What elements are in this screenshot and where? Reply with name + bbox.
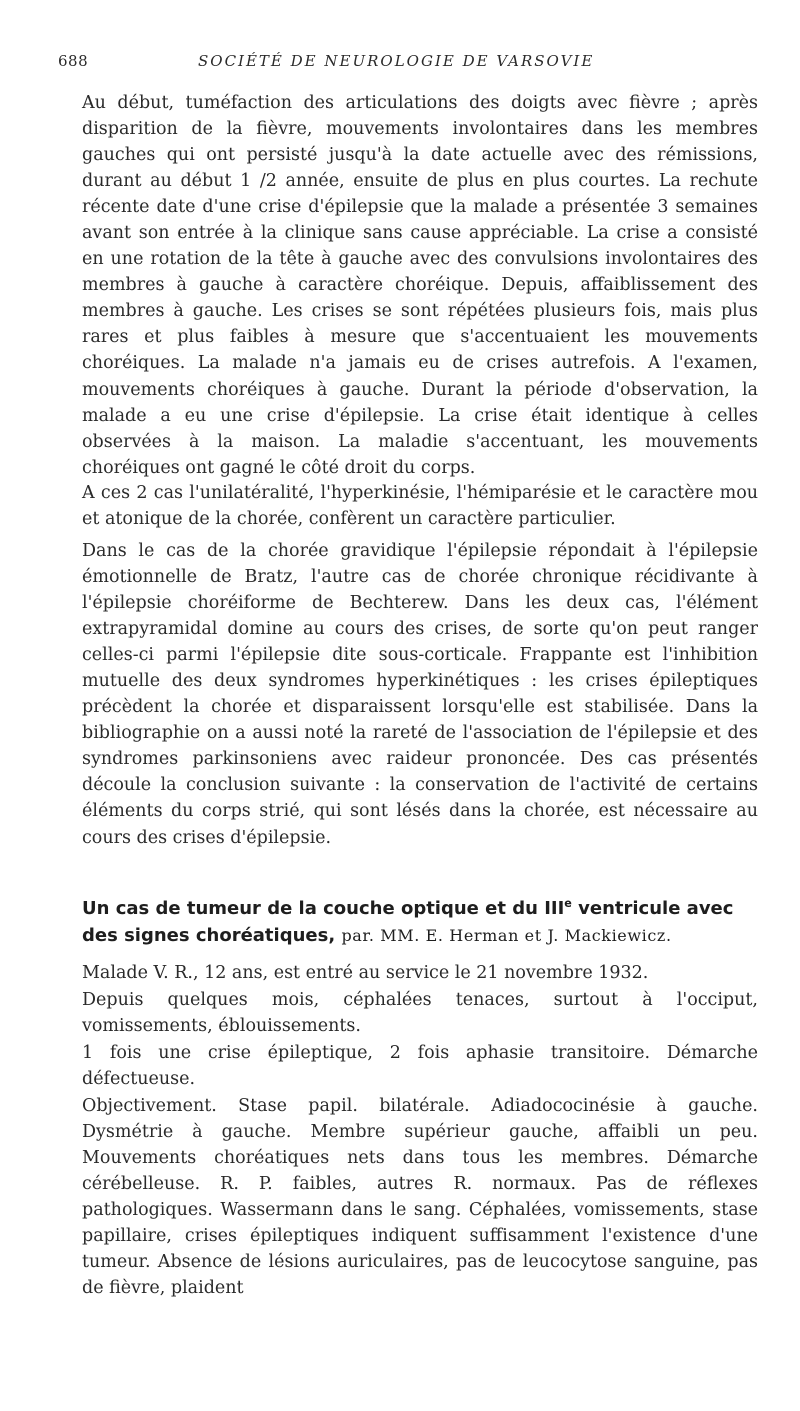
paragraph-episodes: 1 fois une crise épileptique, 2 fois aphasie transitoire. Démarche défectueuse. bbox=[82, 1043, 758, 1090]
journal-title: SOCIÉTÉ DE NEUROLOGIE DE VARSOVIE bbox=[198, 52, 595, 70]
running-header bbox=[58, 52, 758, 76]
article-authors: par. MM. E. Herman et J. Mackiewicz. bbox=[341, 926, 672, 945]
paragraph-common-features: A ces 2 cas l'unilatéralité, l'hyperkinésie, l'hémiparésie et le caractère mou et atonique de la chorée, confèrent un caractère particulier. bbox=[82, 483, 758, 530]
article-title-part2: ventricule avec des signes choréatiques, bbox=[82, 898, 734, 946]
article-title-part1: Un cas de tumeur de la couche optique et du III bbox=[82, 898, 565, 919]
paragraph-discussion: Dans le cas de la chorée gravidique l'épilepsie répondait à l'épilepsie émotionnelle de Bratz, l'autre cas de chorée chronique récidivante à l'épilepsie choréiforme de Bechterew. Dans les deux cas, l'élément extrapyramidal domine au cours des crises, de sorte qu'on peut ranger celles-ci parmi l'épilepsie dite sous-corticale. Frappante est l'inhibition mutuelle des deux syndromes hyperkinétiques : les crises épileptiques précèdent la chorée et disparaissent lorsqu'elle est stabilisée. Dans la bibliographie on a aussi noté la rareté de l'association de l'épilepsie et des syndromes parkinsoniens avec raideur prononcée. Des cas présentés découle la conclusion suivante : la conservation de l'activité de certains éléments du corps strié, qui sont lésés dans la chorée, est nécessaire au cours des crises d'épilepsie. bbox=[82, 541, 758, 848]
article-heading bbox=[82, 895, 758, 949]
page-number: 688 bbox=[58, 52, 89, 70]
paragraph-patient-intro: Malade V. R., 12 ans, est entré au service le 21 novembre 1932. bbox=[82, 963, 649, 983]
paragraph-examination: Objectivement. Stase papil. bilatérale. Adiadococinésie à gauche. Dysmétrie à gauche. Membre supérieur gauche, affaibli un peu. Mouvements choréatiques nets dans tous les membres. Démarche cérébelleuse. R. P. faibles, autres R. normaux. Pas de réflexes pathologiques. Wassermann dans le sang. Céphalées, vomissements, stase papillaire, crises épileptiques indiquent suffisamment l'existence d'une tumeur. Absence de lésions auriculaires, pas de leucocytose sanguine, pas de fièvre, plaident bbox=[82, 1096, 758, 1299]
paragraph-case-history: Au début, tuméfaction des articulations des doigts avec fièvre ; après disparition de la fièvre, mouvements involontaires dans les membres gauches qui ont persisté jusqu'à la date actuelle avec des rémissions, durant au début 1 /2 année, ensuite de plus en plus courtes. La rechute récente date d'une crise d'épilepsie que la malade a présentée 3 semaines avant son entrée à la clinique sans cause appréciable. La crise a consisté en une rotation de la tête à gauche avec des convulsions involontaires des membres à gauche à caractère choréique. Depuis, affaiblissement des membres à gauche. Les crises se sont répétées plusieurs fois, mais plus rares et plus faibles à mesure que s'accentuaient les mouvements choréiques. La malade n'a jamais eu de crises autrefois. A l'examen, mouvements choréiques à gauche. Durant la période d'observation, la malade a eu une crise d'épilepsie. La crise était identique à celles observées à la maison. La maladie s'accentuant, les mouvements choréiques ont gagné le côté droit du corps. bbox=[82, 93, 758, 478]
article-title-superscript: e bbox=[564, 897, 572, 910]
paragraph-symptoms: Depuis quelques mois, céphalées tenaces, surtout à l'occiput, vomissements, éblouissements. bbox=[82, 990, 758, 1037]
